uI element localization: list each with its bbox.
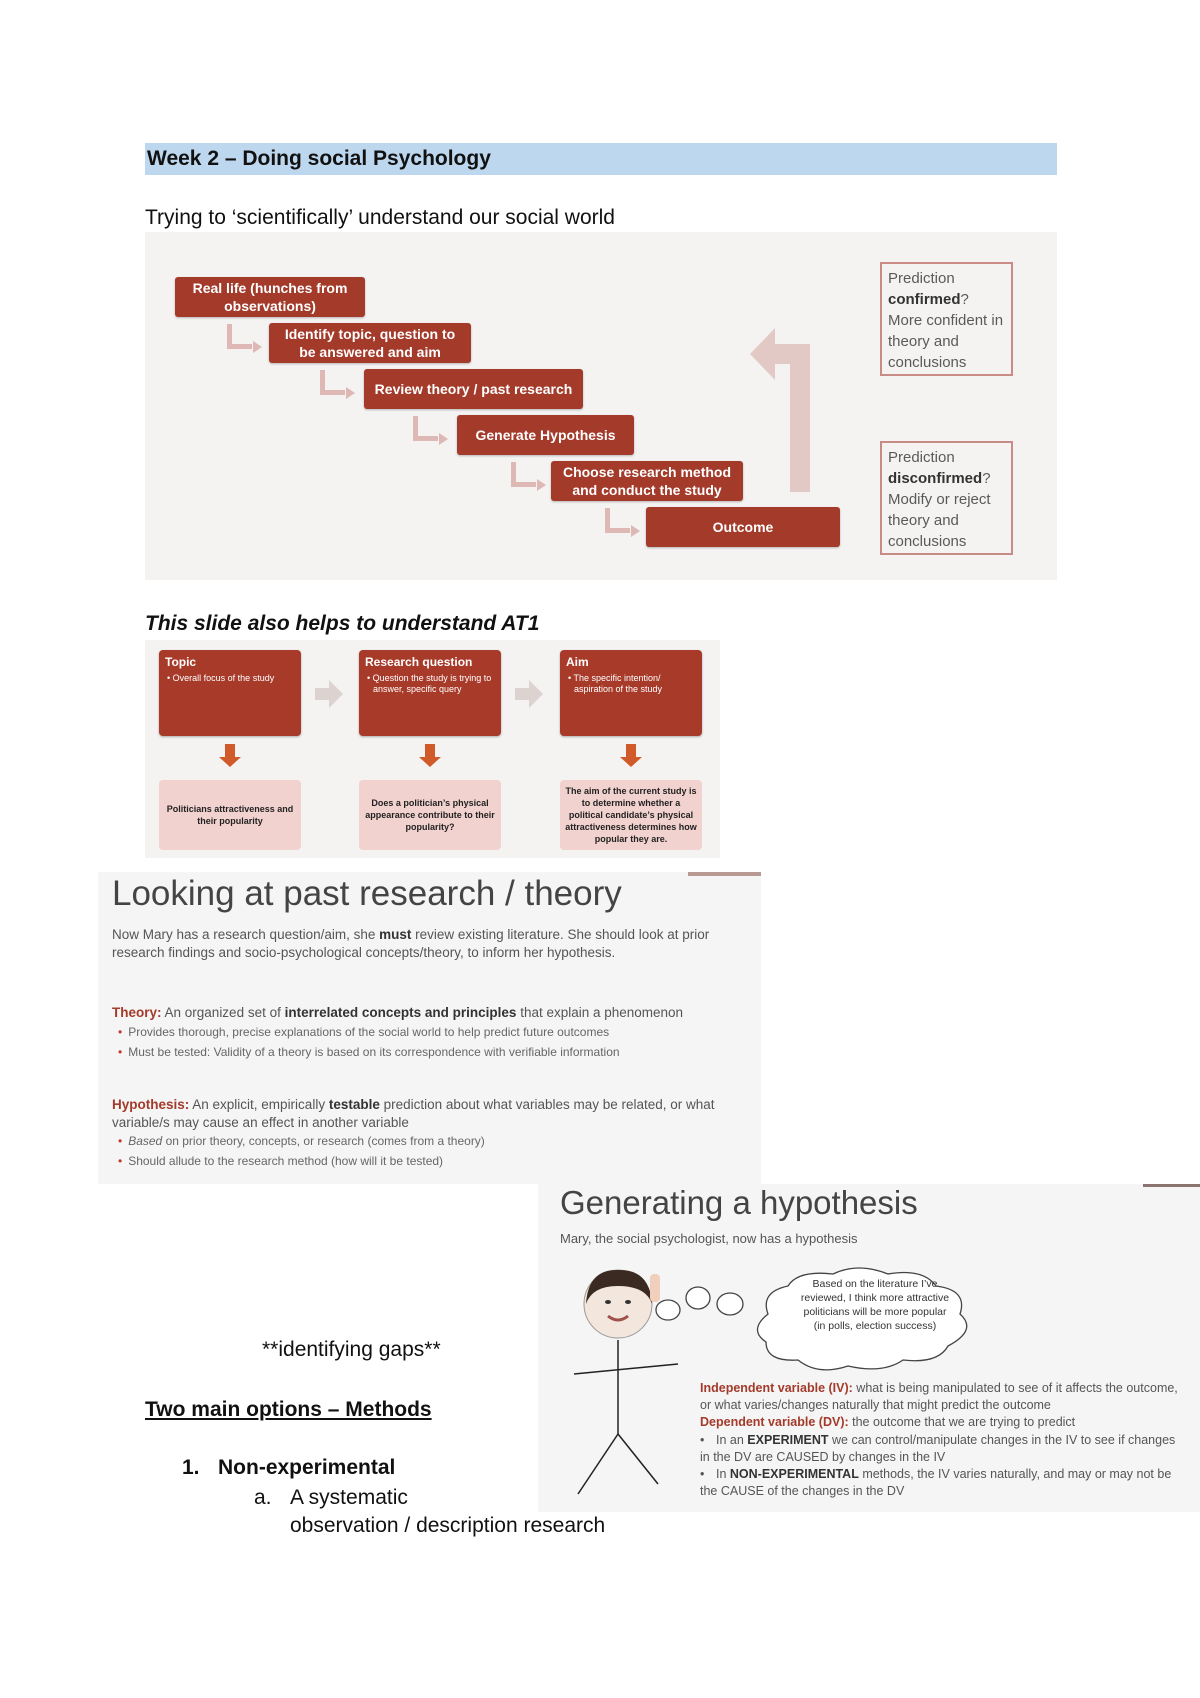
methods-heading: Two main options – Methods xyxy=(145,1398,432,1421)
card-bullet: • The specific intention/ aspiration of the study xyxy=(568,673,663,694)
dv-definition: Dependent variable (DV): the outcome that we are trying to predict xyxy=(700,1415,1076,1429)
experiment-bullet: • In an EXPERIMENT we can control/manipulate changes in the IV to see if changes in the DV are CAUSED by changes in the IV xyxy=(700,1433,1176,1464)
theory-bullet: • Provides thorough, precise explanations of the social world to help predict future outcomes xyxy=(118,1025,610,1039)
right-arrow-icon xyxy=(515,688,529,700)
flow-arrow-icon xyxy=(413,416,438,441)
prediction-confirmed-label: confirmed? xyxy=(888,291,969,308)
hypothesis-definition: Hypothesis: An explicit, empirically testable prediction about what variables may be related, or what variable/s may cause an effect in another variable xyxy=(112,1097,715,1130)
list-subitem-text: A systematic xyxy=(290,1486,408,1509)
flow-arrow-icon xyxy=(227,324,252,349)
research-question-example: Does a politician’s physical appearance contribute to their popularity? xyxy=(359,780,501,850)
flow-arrow-icon xyxy=(605,508,630,533)
right-arrow-icon xyxy=(315,688,329,700)
card-title: Research question xyxy=(365,655,473,669)
thought-text: Based on the literature I’ve reviewed, I think more attractive politicians will be more popular (in polls, election success) xyxy=(800,1278,950,1332)
slide-accent-bar xyxy=(688,872,761,876)
page-title: Week 2 – Doing social Psychology xyxy=(145,143,1057,175)
list-subitem xyxy=(254,1486,408,1510)
at1-caption: This slide also helps to understand AT1 xyxy=(145,612,540,635)
list-item-label: Non-experimental xyxy=(218,1456,396,1479)
flow-arrow-icon xyxy=(320,370,345,395)
down-arrow-icon xyxy=(225,744,235,757)
prediction-disconfirmed-text: Modify or reject theory and conclusions xyxy=(888,491,991,550)
aim-example: The aim of the current study is to determine whether a political candidate’s physical attractiveness determines how popular they are. xyxy=(560,780,702,850)
hypothesis-bullet: • Based on prior theory, concepts, or research (comes from a theory) xyxy=(118,1134,485,1148)
process-flow-slide xyxy=(145,232,1057,580)
theory-bullet: • Must be tested: Validity of a theory is based on its correspondence with verifiable information xyxy=(118,1045,620,1059)
non-experimental-bullet: • In NON-EXPERIMENTAL methods, the IV varies naturally, and may or may not be the CAUSE of the changes in the DV xyxy=(700,1467,1172,1498)
list-letter: a. xyxy=(254,1486,272,1509)
flow-step-review-theory: Review theory / past research xyxy=(364,369,583,409)
card-title: Topic xyxy=(165,655,197,669)
prediction-disconfirmed-label: disconfirmed? xyxy=(888,470,991,487)
topic-card xyxy=(159,650,301,736)
generating-hypothesis-slide xyxy=(538,1184,1200,1512)
feedback-arrow-icon xyxy=(745,322,825,492)
iv-definition: Independent variable (IV): what is being manipulated to see of it affects the outcome, or what varies/changes naturally that might predict the outcome xyxy=(700,1381,1178,1412)
flow-step-choose-method: Choose research method and conduct the study xyxy=(551,461,743,501)
flow-step-outcome: Outcome xyxy=(646,507,840,547)
aim-card xyxy=(560,650,702,736)
card-title: Aim xyxy=(566,655,589,669)
list-item-non-experimental xyxy=(182,1456,395,1480)
section-subtitle: Trying to ‘scientifically’ understand our social world xyxy=(145,206,615,229)
down-arrow-icon xyxy=(626,744,636,757)
card-bullet: • Overall focus of the study xyxy=(167,673,275,683)
flow-step-generate-hypothesis: Generate Hypothesis xyxy=(457,415,634,455)
at1-slide xyxy=(145,640,720,858)
flow-step-identify-topic: Identify topic, question to be answered and aim xyxy=(269,323,471,363)
research-intro: Now Mary has a research question/aim, she must review existing literature. She should look at prior research findings and socio-psychological concepts/theory, to inform her hypothesis. xyxy=(112,927,710,960)
hypothesis-subtitle: Mary, the social psychologist, now has a hypothesis xyxy=(560,1231,858,1246)
past-research-slide xyxy=(98,872,761,1184)
prediction-label: Prediction xyxy=(888,270,955,287)
flow-step-real-life: Real life (hunches from observations) xyxy=(175,277,365,317)
list-subitem-continuation: observation / description research xyxy=(290,1514,606,1537)
research-question-card xyxy=(359,650,501,736)
slide-title: Looking at past research / theory xyxy=(112,874,622,913)
identifying-gaps-note: **identifying gaps** xyxy=(262,1338,441,1361)
down-arrow-icon xyxy=(425,744,435,757)
slide-accent-bar xyxy=(1143,1184,1200,1187)
prediction-confirmed-box xyxy=(880,262,1013,376)
topic-example: Politicians attractiveness and their popularity xyxy=(159,780,301,850)
prediction-disconfirmed-box xyxy=(880,441,1013,555)
hypothesis-bullet: • Should allude to the research method (how will it be tested) xyxy=(118,1154,444,1168)
list-number: 1. xyxy=(182,1456,200,1479)
prediction-confirmed-text: More confident in theory and conclusions xyxy=(888,312,1004,371)
theory-definition: Theory: An organized set of interrelated concepts and principles that explain a phenomenon xyxy=(112,1005,684,1020)
card-bullet: • Question the study is trying to answer, specific query xyxy=(367,673,492,694)
slide-title: Generating a hypothesis xyxy=(560,1184,918,1221)
prediction-label: Prediction xyxy=(888,449,955,466)
flow-arrow-icon xyxy=(511,462,536,487)
